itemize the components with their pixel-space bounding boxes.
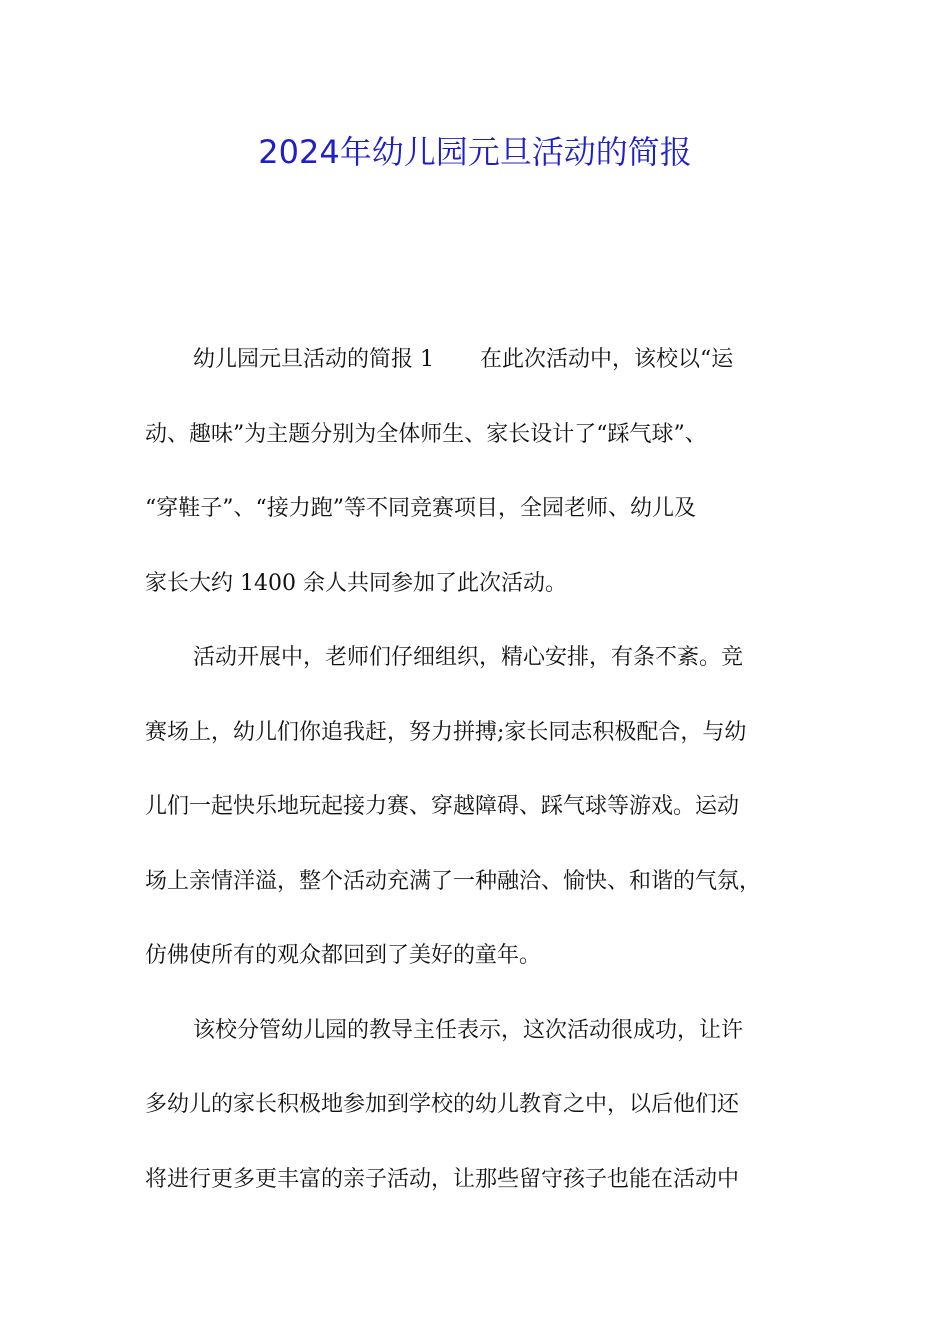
paragraph-1-line-4: 家长大约 1400 余人共同参加了此次活动。 <box>145 570 567 596</box>
paragraph-1-text-start: 在此次活动中，该校以“运 <box>480 347 734 372</box>
paragraph-3-line-1: 该校分管幼儿园的教导主任表示，这次活动很成功，让许 <box>193 1017 744 1043</box>
document-title: 2024年幼儿园元旦活动的简报 <box>258 133 692 171</box>
section-heading: 幼儿园元旦活动的简报 1 <box>193 347 434 372</box>
paragraph-3-line-3: 将进行更多更丰富的亲子活动，让那些留守孩子也能在活动中 <box>145 1166 740 1192</box>
paragraph-2-line-5: 仿佛使所有的观众都回到了美好的童年。 <box>145 943 542 968</box>
paragraph-2-line-3: 儿们一起快乐地玩起接力赛、穿越障碍、踩气球等游戏。运动 <box>145 794 740 819</box>
paragraph-2-line-4: 场上亲情洋溢，整个活动充满了一种融洽、愉快、和谐的气氛， <box>145 868 762 894</box>
paragraph-1-line-1 <box>145 335 828 410</box>
paragraph-2-line-1: 活动开展中，老师们仔细组织，精心安排，有条不紊。竞 <box>193 645 744 670</box>
paragraph-2-line-2: 赛场上，幼儿们你追我赶，努力拼搏;家长同志积极配合，与幼 <box>145 719 747 745</box>
document-body <box>145 335 828 1229</box>
paragraph-1-line-3: “穿鞋子”、“接力跑”等不同竞赛项目，全园老师、幼儿及 <box>145 496 696 521</box>
paragraph-1-line-2: 动、趣味”为主题分别为全体师生、家长设计了“踩气球”、 <box>145 421 707 447</box>
paragraph-3-line-2: 多幼儿的家长积极地参加到学校的幼儿教育之中，以后他们还 <box>145 1092 740 1117</box>
